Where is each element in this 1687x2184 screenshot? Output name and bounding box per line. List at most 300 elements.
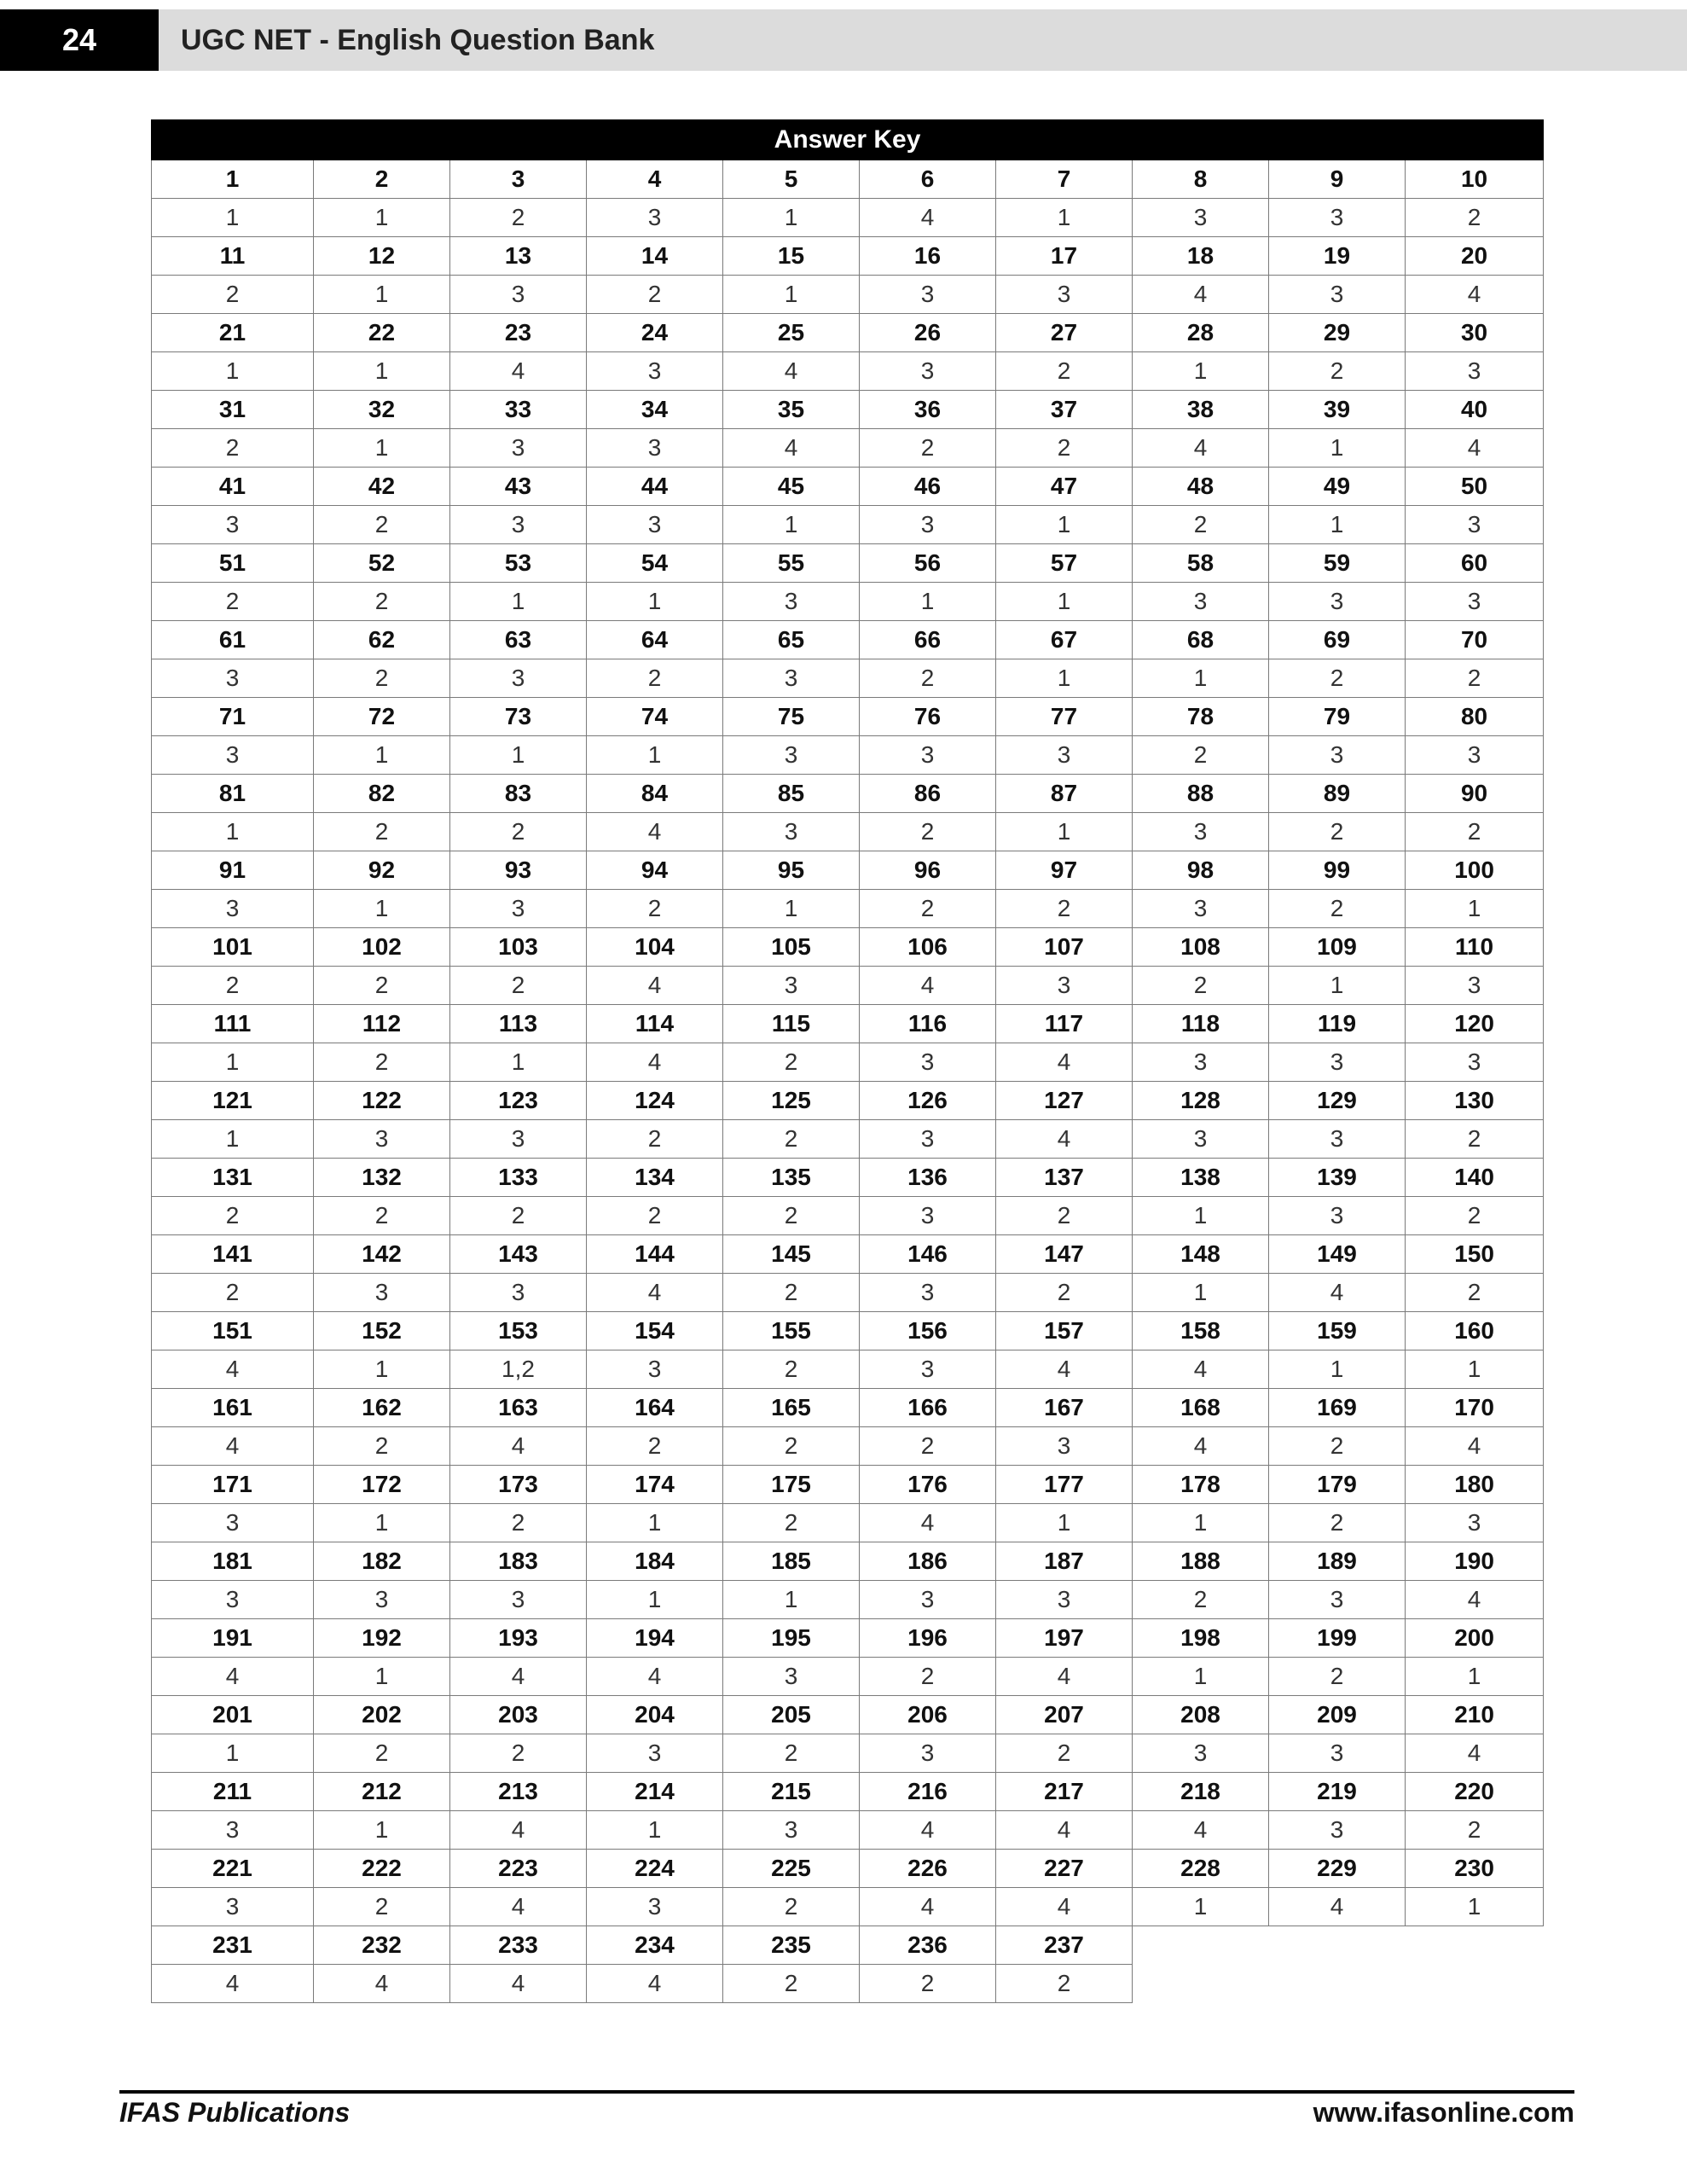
- question-number-cell: 131: [152, 1159, 314, 1197]
- question-number-cell: 130: [1406, 1082, 1544, 1120]
- question-number-cell: 150: [1406, 1235, 1544, 1274]
- answer-cell: 1: [723, 199, 860, 237]
- answer-cell: 2: [1406, 1120, 1544, 1159]
- question-number-cell: 62: [314, 621, 450, 659]
- answer-cell: 2: [314, 967, 450, 1005]
- question-number-cell: 58: [1133, 544, 1269, 583]
- answer-cell: 3: [996, 1581, 1133, 1619]
- answer-cell: 4: [152, 1965, 314, 2003]
- answer-cell: 3: [860, 736, 996, 775]
- answer-cell: 1: [314, 276, 450, 314]
- question-number-cell: 41: [152, 468, 314, 506]
- question-number-cell: 122: [314, 1082, 450, 1120]
- answer-cell: 4: [860, 1504, 996, 1542]
- answer-row: [152, 583, 1544, 621]
- answer-cell: 1: [723, 506, 860, 544]
- answer-cell: 3: [450, 429, 587, 468]
- question-number-cell: 171: [152, 1466, 314, 1504]
- answer-row: [152, 1581, 1544, 1619]
- question-number-cell: 190: [1406, 1542, 1544, 1581]
- answer-cell: 3: [587, 1350, 723, 1389]
- answer-cell: 2: [587, 890, 723, 928]
- answer-cell: 1: [314, 1504, 450, 1542]
- answer-cell: 3: [1269, 736, 1406, 775]
- answer-cell: 2: [860, 659, 996, 698]
- answer-cell: 3: [996, 736, 1133, 775]
- answer-cell: 3: [723, 967, 860, 1005]
- answer-cell: 1: [1133, 1658, 1269, 1696]
- answer-row: [152, 199, 1544, 237]
- question-number-cell: 123: [450, 1082, 587, 1120]
- answer-cell: 2: [996, 890, 1133, 928]
- answer-cell: 2: [314, 1043, 450, 1082]
- answer-cell: 3: [996, 1427, 1133, 1466]
- question-number-cell: 22: [314, 314, 450, 352]
- question-number-cell: 10: [1406, 160, 1544, 199]
- question-number-cell: 153: [450, 1312, 587, 1350]
- answer-cell: 1: [152, 1734, 314, 1773]
- answer-cell: 1: [587, 1811, 723, 1850]
- answer-row: [152, 352, 1544, 391]
- answer-cell: 1: [450, 583, 587, 621]
- question-number-cell: 184: [587, 1542, 723, 1581]
- question-number-row: [152, 1082, 1544, 1120]
- answer-cell: 3: [1133, 199, 1269, 237]
- question-number-cell: 228: [1133, 1850, 1269, 1888]
- question-number-cell: 63: [450, 621, 587, 659]
- question-number-cell: 21: [152, 314, 314, 352]
- answer-cell: 1: [1269, 1350, 1406, 1389]
- answer-cell: 4: [1406, 1427, 1544, 1466]
- answer-cell: 3: [1269, 1120, 1406, 1159]
- answer-row: [152, 1043, 1544, 1082]
- question-number-cell: 19: [1269, 237, 1406, 276]
- question-number-cell: 188: [1133, 1542, 1269, 1581]
- question-number-cell: 204: [587, 1696, 723, 1734]
- answer-cell: 2: [587, 659, 723, 698]
- answer-cell: 1: [1269, 967, 1406, 1005]
- answer-cell: 4: [1133, 1427, 1269, 1466]
- question-number-cell: 213: [450, 1773, 587, 1811]
- answer-cell: 2: [152, 1274, 314, 1312]
- question-number-cell: 83: [450, 775, 587, 813]
- answer-cell: 4: [996, 1658, 1133, 1696]
- answer-cell: 3: [1406, 967, 1544, 1005]
- question-number-cell: 28: [1133, 314, 1269, 352]
- question-number-cell: 37: [996, 391, 1133, 429]
- answer-cell: 1: [152, 813, 314, 851]
- question-number-cell: 164: [587, 1389, 723, 1427]
- question-number-cell: 148: [1133, 1235, 1269, 1274]
- answer-cell: 1: [996, 813, 1133, 851]
- answer-cell: 3: [1133, 890, 1269, 928]
- question-number-cell: 181: [152, 1542, 314, 1581]
- answer-row: [152, 1427, 1544, 1466]
- question-number-cell: 112: [314, 1005, 450, 1043]
- answer-cell: 2: [152, 429, 314, 468]
- answer-cell: 1: [152, 1043, 314, 1082]
- question-number-cell: 219: [1269, 1773, 1406, 1811]
- answer-cell: 1: [587, 583, 723, 621]
- answer-cell: 3: [1406, 1504, 1544, 1542]
- question-number-cell: 137: [996, 1159, 1133, 1197]
- answer-cell: 4: [1133, 429, 1269, 468]
- question-number-cell: 120: [1406, 1005, 1544, 1043]
- answer-cell: 2: [1406, 659, 1544, 698]
- answer-cell: 2: [860, 1427, 996, 1466]
- question-number-cell: 133: [450, 1159, 587, 1197]
- question-number-cell: 220: [1406, 1773, 1544, 1811]
- question-number-cell: 157: [996, 1312, 1133, 1350]
- question-number-cell: 198: [1133, 1619, 1269, 1658]
- question-number-cell: 34: [587, 391, 723, 429]
- question-number-cell: 209: [1269, 1696, 1406, 1734]
- answer-row: [152, 276, 1544, 314]
- answer-cell: 4: [587, 813, 723, 851]
- question-number-cell: 170: [1406, 1389, 1544, 1427]
- answer-cell: 3: [1133, 813, 1269, 851]
- question-number-cell: 156: [860, 1312, 996, 1350]
- answer-cell: 2: [587, 276, 723, 314]
- answer-cell: 3: [996, 276, 1133, 314]
- question-number-row: [152, 1159, 1544, 1197]
- answer-row: [152, 659, 1544, 698]
- question-number-cell: 109: [1269, 928, 1406, 967]
- answer-cell: 2: [450, 967, 587, 1005]
- question-number-cell: 94: [587, 851, 723, 890]
- answer-cell: 1,2: [450, 1350, 587, 1389]
- answer-cell: 1: [1269, 429, 1406, 468]
- question-number-cell: 234: [587, 1926, 723, 1965]
- answer-cell: 1: [996, 199, 1133, 237]
- question-number-cell: 78: [1133, 698, 1269, 736]
- question-number-cell: 61: [152, 621, 314, 659]
- answer-cell: 3: [314, 1581, 450, 1619]
- question-number-cell: 117: [996, 1005, 1133, 1043]
- question-number-row: [152, 621, 1544, 659]
- question-number-cell: 233: [450, 1926, 587, 1965]
- question-number-cell: 93: [450, 851, 587, 890]
- question-number-cell: 85: [723, 775, 860, 813]
- answer-cell: 2: [314, 583, 450, 621]
- answer-cell: 2: [723, 1197, 860, 1235]
- answer-cell: 4: [996, 1043, 1133, 1082]
- answer-cell: 4: [450, 1888, 587, 1926]
- question-number-cell: 121: [152, 1082, 314, 1120]
- question-number-cell: 230: [1406, 1850, 1544, 1888]
- answer-cell: 1: [314, 1658, 450, 1696]
- answer-cell: 4: [450, 352, 587, 391]
- question-number-cell: 95: [723, 851, 860, 890]
- question-number-cell: 74: [587, 698, 723, 736]
- question-number-cell: 32: [314, 391, 450, 429]
- question-number-cell: 73: [450, 698, 587, 736]
- question-number-cell: 149: [1269, 1235, 1406, 1274]
- answer-cell: 3: [860, 1581, 996, 1619]
- answer-cell: 1: [152, 352, 314, 391]
- question-number-cell: 140: [1406, 1159, 1544, 1197]
- question-number-cell: 197: [996, 1619, 1133, 1658]
- question-number-cell: 225: [723, 1850, 860, 1888]
- question-number-cell: 84: [587, 775, 723, 813]
- question-number-row: [152, 160, 1544, 199]
- question-number-cell: 23: [450, 314, 587, 352]
- answer-row: [152, 1197, 1544, 1235]
- answer-cell: 3: [152, 506, 314, 544]
- question-number-cell: 155: [723, 1312, 860, 1350]
- answer-row: [152, 506, 1544, 544]
- answer-cell: 3: [1133, 1734, 1269, 1773]
- answer-cell: 2: [1133, 506, 1269, 544]
- answer-cell: 2: [1269, 352, 1406, 391]
- question-number-cell: 103: [450, 928, 587, 967]
- question-number-row: [152, 775, 1544, 813]
- question-number-cell: 226: [860, 1850, 996, 1888]
- question-number-cell: 42: [314, 468, 450, 506]
- answer-cell: 2: [314, 659, 450, 698]
- question-number-cell: 69: [1269, 621, 1406, 659]
- question-number-cell: 14: [587, 237, 723, 276]
- answer-cell: 4: [450, 1965, 587, 2003]
- answer-cell: 3: [1269, 583, 1406, 621]
- answer-cell: 3: [450, 1120, 587, 1159]
- question-number-cell: 5: [723, 160, 860, 199]
- answer-cell: 2: [314, 813, 450, 851]
- question-number-cell: 80: [1406, 698, 1544, 736]
- answer-cell: 3: [152, 659, 314, 698]
- answer-cell: 2: [1269, 1658, 1406, 1696]
- answer-cell: 3: [1133, 583, 1269, 621]
- question-number-cell: 82: [314, 775, 450, 813]
- question-number-cell: 88: [1133, 775, 1269, 813]
- question-number-cell: 57: [996, 544, 1133, 583]
- answer-cell: 4: [1406, 429, 1544, 468]
- answer-cell: 2: [996, 1197, 1133, 1235]
- answer-cell: 3: [587, 1888, 723, 1926]
- question-number-cell: 56: [860, 544, 996, 583]
- answer-row: [152, 1811, 1544, 1850]
- question-number-cell: 4: [587, 160, 723, 199]
- answer-cell: 3: [152, 1581, 314, 1619]
- answer-row: [152, 736, 1544, 775]
- question-number-row: [152, 1235, 1544, 1274]
- answer-cell: 2: [860, 429, 996, 468]
- answer-cell: 2: [314, 1197, 450, 1235]
- question-number-cell: 127: [996, 1082, 1133, 1120]
- answer-cell: 2: [314, 506, 450, 544]
- answer-cell: 1: [996, 659, 1133, 698]
- question-number-cell: 111: [152, 1005, 314, 1043]
- question-number-cell: 231: [152, 1926, 314, 1965]
- question-number-cell: 101: [152, 928, 314, 967]
- question-number-cell: 174: [587, 1466, 723, 1504]
- question-number-cell: 33: [450, 391, 587, 429]
- question-number-cell: 104: [587, 928, 723, 967]
- answer-cell: 4: [996, 1350, 1133, 1389]
- question-number-cell: 227: [996, 1850, 1133, 1888]
- question-number-cell: 229: [1269, 1850, 1406, 1888]
- answer-cell: 1: [314, 736, 450, 775]
- question-number-cell: 25: [723, 314, 860, 352]
- question-number-cell: 35: [723, 391, 860, 429]
- question-number-cell: 167: [996, 1389, 1133, 1427]
- question-number-cell: 16: [860, 237, 996, 276]
- answer-row: [152, 1120, 1544, 1159]
- question-number-row: [152, 1696, 1544, 1734]
- answer-cell: 3: [860, 352, 996, 391]
- answer-row: [152, 1274, 1544, 1312]
- answer-cell: 2: [450, 1197, 587, 1235]
- question-number-cell: 141: [152, 1235, 314, 1274]
- answer-cell: 3: [996, 967, 1133, 1005]
- answer-cell: 1: [996, 583, 1133, 621]
- question-number-cell: 51: [152, 544, 314, 583]
- question-number-cell: 147: [996, 1235, 1133, 1274]
- question-number-cell: 2: [314, 160, 450, 199]
- book-title: UGC NET - English Question Bank: [181, 24, 655, 56]
- answer-cell: 1: [450, 736, 587, 775]
- question-number-cell: 36: [860, 391, 996, 429]
- question-number-cell: 203: [450, 1696, 587, 1734]
- answer-cell: 2: [1269, 813, 1406, 851]
- answer-cell: 4: [996, 1811, 1133, 1850]
- question-number-cell: 65: [723, 621, 860, 659]
- question-number-cell: 54: [587, 544, 723, 583]
- question-number-cell: 166: [860, 1389, 996, 1427]
- answer-cell: 4: [450, 1658, 587, 1696]
- answer-cell: 4: [1133, 1350, 1269, 1389]
- question-number-cell: 60: [1406, 544, 1544, 583]
- answer-cell: 4: [587, 967, 723, 1005]
- answer-cell: 3: [1133, 1043, 1269, 1082]
- question-number-cell: 160: [1406, 1312, 1544, 1350]
- answer-cell: 3: [450, 659, 587, 698]
- answer-cell: 1: [587, 736, 723, 775]
- question-number-cell: 139: [1269, 1159, 1406, 1197]
- question-number-cell: 173: [450, 1466, 587, 1504]
- answer-cell: 3: [723, 736, 860, 775]
- question-number-row: [152, 237, 1544, 276]
- answer-cell: 1: [1406, 890, 1544, 928]
- question-number-cell: 195: [723, 1619, 860, 1658]
- question-number-cell: 165: [723, 1389, 860, 1427]
- answer-cell: 3: [1269, 1811, 1406, 1850]
- answer-cell: 4: [860, 967, 996, 1005]
- answer-cell: 1: [1133, 1888, 1269, 1926]
- question-number-cell: 169: [1269, 1389, 1406, 1427]
- question-number-cell: 72: [314, 698, 450, 736]
- answer-cell: 3: [860, 1350, 996, 1389]
- empty-cell: [1133, 1926, 1544, 2003]
- answer-cell: 2: [996, 352, 1133, 391]
- question-number-cell: 161: [152, 1389, 314, 1427]
- question-number-cell: 145: [723, 1235, 860, 1274]
- question-number-cell: 216: [860, 1773, 996, 1811]
- question-number-cell: 47: [996, 468, 1133, 506]
- question-number-cell: 237: [996, 1926, 1133, 1965]
- answer-cell: 2: [1406, 1811, 1544, 1850]
- question-number-cell: 55: [723, 544, 860, 583]
- answer-cell: 2: [587, 1197, 723, 1235]
- footer-website: www.ifasonline.com: [1313, 2097, 1574, 2128]
- question-number-cell: 81: [152, 775, 314, 813]
- answer-cell: 2: [314, 1427, 450, 1466]
- question-number-cell: 49: [1269, 468, 1406, 506]
- answer-cell: 4: [587, 1965, 723, 2003]
- question-number-cell: 48: [1133, 468, 1269, 506]
- answer-cell: 3: [152, 890, 314, 928]
- question-number-cell: 211: [152, 1773, 314, 1811]
- answer-cell: 2: [723, 1274, 860, 1312]
- question-number-cell: 89: [1269, 775, 1406, 813]
- question-number-cell: 96: [860, 851, 996, 890]
- question-number-cell: 50: [1406, 468, 1544, 506]
- question-number-row: [152, 1389, 1544, 1427]
- question-number-cell: 110: [1406, 928, 1544, 967]
- answer-cell: 2: [1269, 1427, 1406, 1466]
- answer-row: [152, 813, 1544, 851]
- answer-cell: 1: [1133, 659, 1269, 698]
- answer-cell: 4: [314, 1965, 450, 2003]
- question-number-cell: 97: [996, 851, 1133, 890]
- question-number-cell: 70: [1406, 621, 1544, 659]
- question-number-cell: 135: [723, 1159, 860, 1197]
- answer-cell: 3: [860, 276, 996, 314]
- answer-cell: 3: [450, 1274, 587, 1312]
- question-number-cell: 17: [996, 237, 1133, 276]
- answer-cell: 4: [1269, 1274, 1406, 1312]
- footer-divider: [119, 2090, 1574, 2094]
- answer-cell: 1: [152, 1120, 314, 1159]
- question-number-cell: 79: [1269, 698, 1406, 736]
- question-number-cell: 113: [450, 1005, 587, 1043]
- answer-row: [152, 429, 1544, 468]
- question-number-cell: 199: [1269, 1619, 1406, 1658]
- answer-cell: 2: [314, 1734, 450, 1773]
- answer-cell: 1: [860, 583, 996, 621]
- answer-cell: 3: [860, 506, 996, 544]
- question-number-row: [152, 391, 1544, 429]
- answer-row: [152, 1350, 1544, 1389]
- question-number-cell: 9: [1269, 160, 1406, 199]
- question-number-cell: 38: [1133, 391, 1269, 429]
- question-number-row: [152, 1773, 1544, 1811]
- answer-row: [152, 1504, 1544, 1542]
- answer-cell: 2: [587, 1120, 723, 1159]
- question-number-cell: 212: [314, 1773, 450, 1811]
- question-number-cell: 178: [1133, 1466, 1269, 1504]
- answer-cell: 3: [1406, 583, 1544, 621]
- answer-cell: 2: [723, 1120, 860, 1159]
- answer-cell: 2: [1406, 199, 1544, 237]
- answer-cell: 3: [450, 276, 587, 314]
- question-number-cell: 192: [314, 1619, 450, 1658]
- question-number-row: [152, 928, 1544, 967]
- answer-cell: 3: [860, 1734, 996, 1773]
- question-number-cell: 52: [314, 544, 450, 583]
- answer-cell: 2: [314, 1888, 450, 1926]
- answer-cell: 4: [1406, 276, 1544, 314]
- answer-cell: 4: [450, 1811, 587, 1850]
- question-number-cell: 177: [996, 1466, 1133, 1504]
- answer-cell: 3: [314, 1274, 450, 1312]
- answer-cell: 3: [152, 1504, 314, 1542]
- answer-cell: 2: [450, 813, 587, 851]
- question-number-cell: 221: [152, 1850, 314, 1888]
- answer-cell: 4: [860, 1811, 996, 1850]
- answer-cell: 4: [723, 352, 860, 391]
- question-number-cell: 45: [723, 468, 860, 506]
